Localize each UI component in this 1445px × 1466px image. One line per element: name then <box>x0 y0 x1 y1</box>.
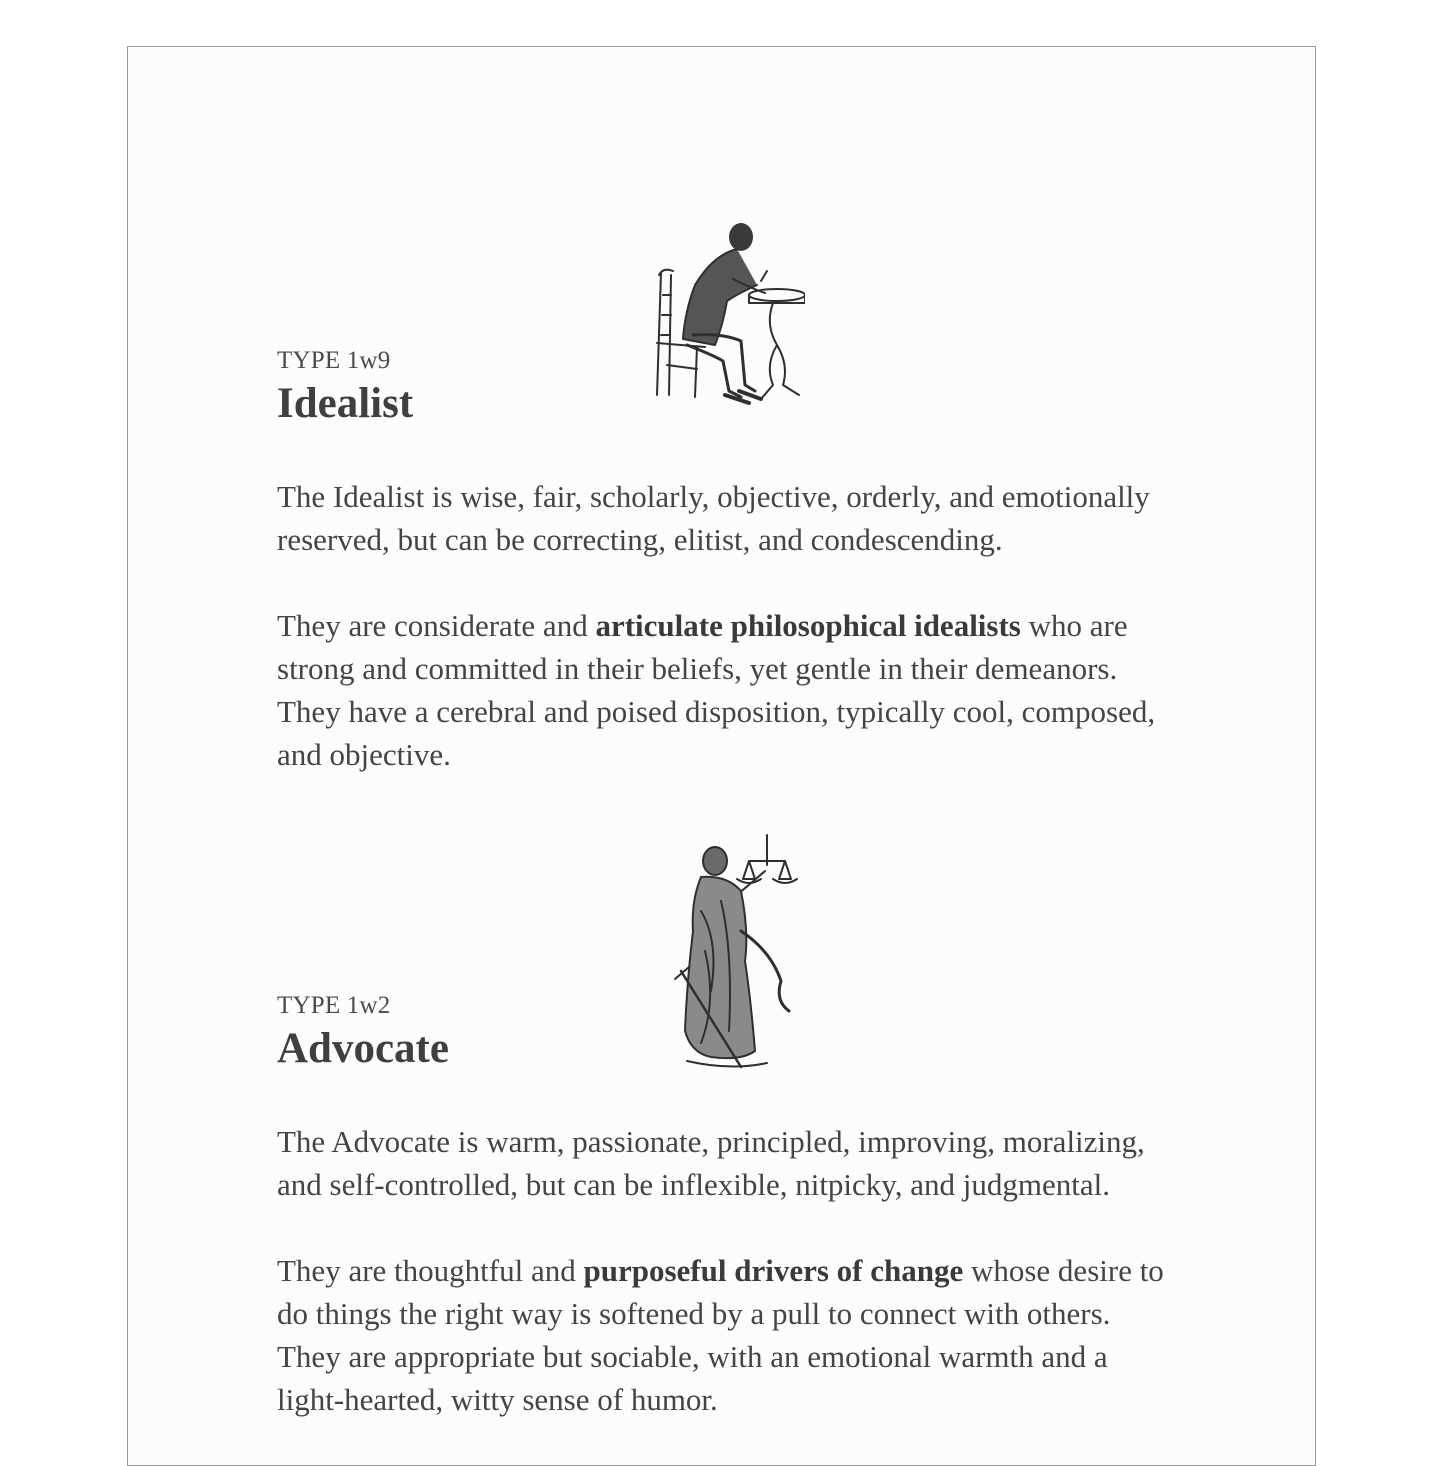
type-name: Advocate <box>277 1025 449 1072</box>
emphasis-text: purposeful drivers of change <box>583 1253 964 1288</box>
intro-paragraph: The Idealist is wise, fair, scholarly, objective, orderly, and emotionally reserved, but can be correcting, elitist, and condescending. <box>277 479 1150 557</box>
detail-paragraph: They are thoughtful and purposeful drivers of change whose desire to do things the right way is softened by a pull to connect with others. They are appropriate but sociable, with an emotional warmth and a light-hearted, witty sense of humor. <box>277 1253 1164 1417</box>
man-writing-at-desk-illustration <box>653 215 805 411</box>
type-name: Idealist <box>277 380 414 427</box>
emphasis-text: articulate philosophical idealists <box>595 608 1021 643</box>
lady-justice-illustration <box>671 831 803 1075</box>
type-label: TYPE 1w2 <box>277 992 391 1019</box>
document-page <box>127 46 1316 1466</box>
intro-paragraph: The Advocate is warm, passionate, principled, improving, moralizing, and self-controlled, but can be inflexible, nitpicky, and judgmental. <box>277 1124 1145 1202</box>
detail-paragraph: They are considerate and articulate philosophical idealists who are strong and committed in their beliefs, yet gentle in their demeanors. They have a cerebral and poised disposition, typically cool, composed, and objective. <box>277 608 1156 772</box>
type-label: TYPE 1w9 <box>277 347 391 374</box>
